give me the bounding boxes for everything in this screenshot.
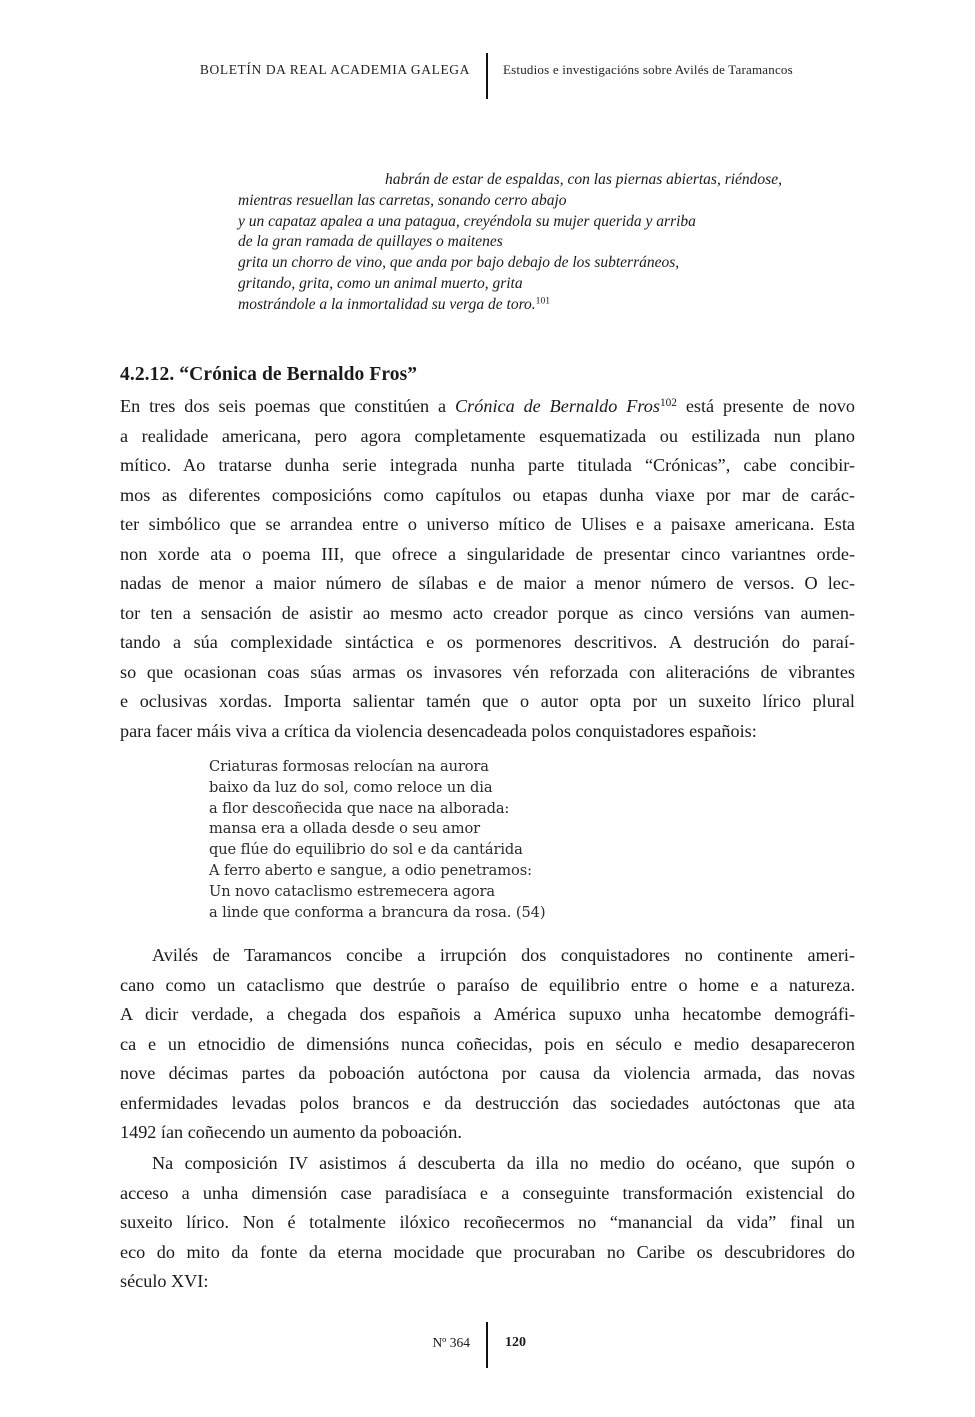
paragraph-2 <box>120 941 855 1148</box>
verse-line: habrán de estar de espaldas, con las piernas abiertas, riéndose, <box>385 171 782 188</box>
verse-line: A ferro aberto e sangue, a odio penetramos: <box>209 861 532 879</box>
text-line: eco do mito da fonte da eterna mocidade que procuraban no Caribe os descubridores do <box>120 1241 855 1262</box>
text-line: século XVI: <box>120 1271 209 1291</box>
text-span: está presente de novo <box>676 396 855 416</box>
verse-line: baixo da luz do sol, como reloce un dia <box>209 778 493 796</box>
journal-title: BOLETÍN DA REAL ACADEMIA GALEGA <box>199 62 470 77</box>
text-line: e oclusivas xordas. Importa salientar tamén que o autor opta por un suxeito lírico plural <box>120 691 855 711</box>
text-line: suxeito lírico. Non é totalmente ilóxico recoñecermos no “manancial da vida” final un <box>120 1212 855 1232</box>
verse-line: Criaturas formosas relocían na aurora <box>209 758 489 775</box>
text-span: En tres dos seis poemas que constitúen a <box>120 396 456 416</box>
page-number: 120 <box>505 1335 526 1350</box>
text-line: non xorde ata o poema III, que ofrece a singularidade de presentar cinco variantnes orde- <box>120 543 855 564</box>
text-line: a realidade americana, pero agora completamente esquematizada ou estilizada nun plano <box>120 425 855 446</box>
text-line: 1492 ían coñecendo un aumento da poboación. <box>120 1122 462 1142</box>
verse-line: que flúe do equilibrio do sol e da cantárida <box>209 841 523 859</box>
verse-line: y un capataz apalea a una patagua, creyéndola su mujer querida y arriba <box>238 212 696 230</box>
text-line: acceso a unha dimensión case paradisíaca e a conseguinte transformación existencial do <box>120 1182 855 1203</box>
verse-line: a linde que conforma a brancura da rosa. (54) <box>209 903 546 921</box>
verse-line: gritando, grita, como un animal muerto, grita <box>238 274 523 292</box>
verse-text: mostrándole a la inmortalidad su verga de toro. <box>238 295 536 313</box>
verse-line-last <box>238 295 782 316</box>
verse-quotation-1 <box>238 170 782 316</box>
issue-number: Nº 364 <box>432 1335 470 1350</box>
text-line: ter simbólico que se arrandea entre o universo mítico de Ulises e a paisaxe americana. Esta <box>120 514 855 534</box>
section-title: Estudios e investigacións sobre Avilés de Taramancos <box>503 62 793 77</box>
text-line: nove décimas partes da poboación autóctona por causa da violencia armada, das novas <box>120 1063 855 1083</box>
verse-line: mansa era a ollada desde o seu amor <box>209 820 481 838</box>
text-line: ca e un etnocidio de dimensións nunca coñecidas, pois en século e medio desapareceron <box>120 1033 855 1054</box>
verse-line: mientras resuellan las carretas, sonando cerro abajo <box>238 191 567 209</box>
verse-line: de la gran ramada de quillayes o maitenes <box>238 233 503 251</box>
footnote-ref-102[interactable]: 102 <box>659 396 677 409</box>
footer-divider <box>486 1322 488 1368</box>
text-line: nadas de menor a maior número de sílabas e de maior a menor número de versos. O lec- <box>120 573 855 593</box>
verse-line: a flor descoñecida que nace na alborada: <box>209 799 510 817</box>
paragraph-1 <box>120 392 855 746</box>
verse-line: grita un chorro de vino, que anda por bajo debajo de los subterráneos, <box>238 254 680 272</box>
verse-line: Un novo cataclismo estremecera agora <box>209 882 496 900</box>
header-divider <box>486 53 488 99</box>
text-line: tor ten a sensación de asistir ao mesmo acto creador porque as cinco versións van aumen- <box>120 602 855 623</box>
text-line: para facer máis viva a crítica da violencia desencadeada polos conquistadores españois: <box>120 720 757 741</box>
text-line: Avilés de Taramancos concibe a irrupción dos conquistadores no continente ameri- <box>152 945 855 965</box>
text-line: A dicir verdade, a chegada dos españois a América supuxo unha hecatombe demográfi- <box>120 1004 855 1024</box>
text-line <box>120 392 855 422</box>
footnote-ref-101[interactable]: 101 <box>535 295 551 307</box>
section-heading: 4.2.12. “Crónica de Bernaldo Fros” <box>120 364 418 385</box>
text-line: mítico. Ao tratarse dunha serie integrada nunha parte titulada “Crónicas”, cabe concibir- <box>120 455 855 475</box>
text-line: cano como un cataclismo que destrúe o paraíso de equilibrio entre o home e a natureza. <box>120 974 855 995</box>
paragraph-3 <box>120 1149 855 1297</box>
text-line: tando a súa complexidade sintáctica e os pormenores descritivos. A destrución do paraí- <box>120 632 855 652</box>
text-line: Na composición IV asistimos á descuberta da illa no medio do océano, que supón o <box>152 1153 855 1173</box>
text-line: enfermidades levadas polos brancos e da destrucción das sociedades autóctonas que ata <box>120 1092 855 1113</box>
text-line: mos as diferentes composicións como capítulos ou etapas dunha viaxe por mar de carác- <box>120 484 855 505</box>
work-title: Crónica de Bernaldo Fros <box>455 396 660 416</box>
text-line: so que ocasionan coas súas armas os invasores vén reforzada con aliteracións de vibrantes <box>120 661 855 682</box>
verse-quotation-2 <box>209 757 545 923</box>
